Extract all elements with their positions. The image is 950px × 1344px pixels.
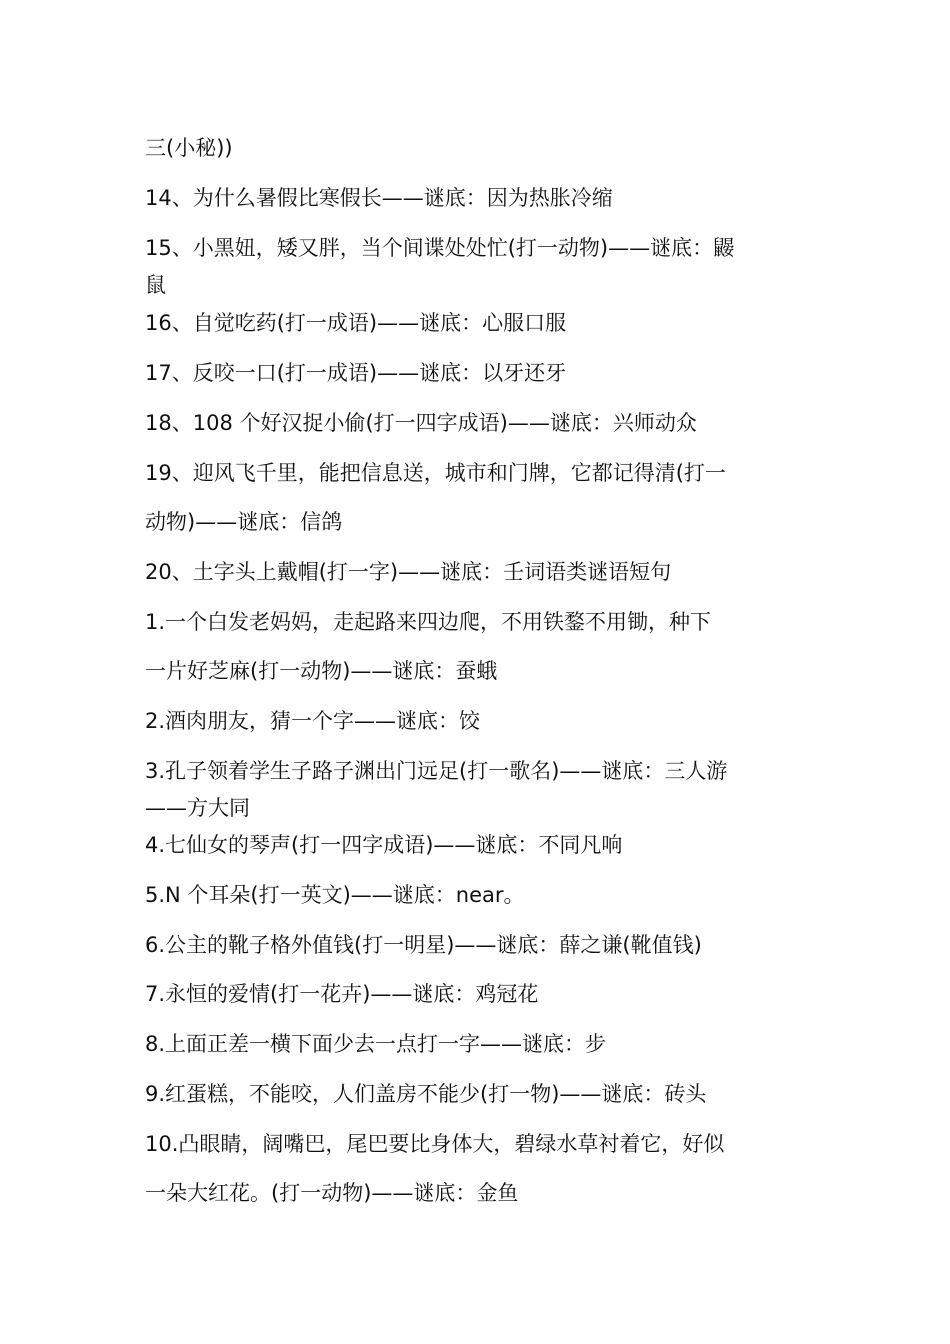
text-line: 2.酒肉朋友，猜一个字——谜底：饺	[145, 709, 481, 733]
text-line: 17、反咬一口(打一成语)——谜底：以牙还牙	[145, 361, 567, 385]
text-line: 16、自觉吃药(打一成语)——谜底：心服口服	[145, 311, 567, 335]
text-line: ——方大同	[145, 796, 250, 820]
text-line: 18、108 个好汉捉小偷(打一四字成语)——谜底：兴师动众	[145, 411, 697, 435]
text-line: 19、迎风飞千里，能把信息送，城市和门牌，它都记得清(打一	[145, 461, 726, 485]
text-line: 一片好芝麻(打一动物)——谜底：蚕蛾	[145, 659, 498, 683]
text-line: 10.凸眼睛，阔嘴巴，尾巴要比身体大，碧绿水草衬着它，好似	[145, 1132, 725, 1156]
text-line: 动物)——谜底：信鸽	[145, 510, 343, 534]
text-line: 5.N 个耳朵(打一英文)——谜底：near。	[145, 883, 525, 907]
text-line: 9.红蛋糕，不能咬，人们盖房不能少(打一物)——谜底：砖头	[145, 1082, 707, 1106]
text-line: 1.一个白发老妈妈，走起路来四边爬，不用铁鍪不用锄，种下	[145, 610, 712, 634]
text-line: 三(小秘))	[145, 136, 233, 160]
text-line: 6.公主的靴子格外值钱(打一明星)——谜底：薛之谦(靴值钱)	[145, 933, 702, 957]
text-line: 一朵大红花。(打一动物)——谜底：金鱼	[145, 1181, 519, 1205]
text-line: 14、为什么暑假比寒假长——谜底：因为热胀冷缩	[145, 186, 613, 210]
text-line: 鼠	[145, 273, 166, 297]
text-line: 4.七仙女的琴声(打一四字成语)——谜底：不同凡响	[145, 833, 623, 857]
text-line: 8.上面正差一横下面少去一点打一字——谜底：步	[145, 1032, 607, 1056]
text-line: 15、小黑妞，矮又胖，当个间谍处处忙(打一动物)——谜底：鼹	[145, 236, 735, 260]
text-line: 3.孔子领着学生子路子渊出门远足(打一歌名)——谜底：三人游	[145, 759, 728, 783]
text-line: 7.永恒的爱情(打一花卉)——谜底：鸡冠花	[145, 982, 539, 1006]
text-line: 20、土字头上戴帽(打一字)——谜底：壬词语类谜语短句	[145, 560, 672, 584]
